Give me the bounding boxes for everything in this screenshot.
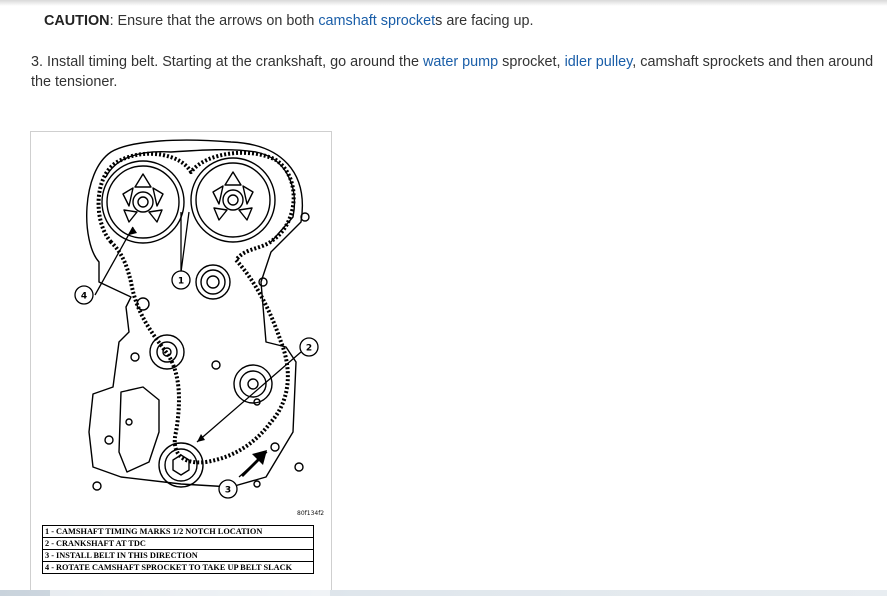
step-3-paragraph bbox=[31, 52, 881, 92]
callout-4: 4 bbox=[80, 291, 88, 302]
legend-item-4: 4 - ROTATE CAMSHAFT SPROCKET TO TAKE UP BELT SLACK bbox=[43, 562, 314, 574]
camshaft-sprocket-link[interactable]: camshaft sprocket bbox=[318, 13, 436, 29]
legend-row bbox=[43, 562, 314, 574]
callout-1: 1 bbox=[177, 276, 185, 287]
legend-row bbox=[43, 550, 314, 562]
step-text-2: sprocket, bbox=[498, 54, 565, 70]
callout-3: 3 bbox=[224, 485, 232, 496]
caution-paragraph bbox=[44, 11, 874, 31]
step-number: 3. bbox=[31, 54, 44, 70]
step-text-3: , camshaft sprockets and then around the tensioner. bbox=[31, 54, 874, 90]
caution-label: CAUTION bbox=[44, 13, 110, 29]
bottom-scroll-bar bbox=[0, 590, 887, 596]
legend-row bbox=[43, 526, 314, 538]
right-camshaft-sprocket bbox=[191, 158, 275, 242]
legend-item-2: 2 - CRANKSHAFT AT TDC bbox=[43, 538, 314, 550]
belt-tensioner bbox=[150, 335, 184, 369]
legend-item-3: 3 - INSTALL BELT IN THIS DIRECTION bbox=[43, 550, 314, 562]
caution-text-2: s are facing up. bbox=[435, 13, 534, 29]
step-text-1: Install timing belt. Starting at the crankshaft, go around the bbox=[43, 54, 423, 70]
engine-timing-diagram bbox=[31, 132, 333, 524]
top-shadow bbox=[0, 0, 887, 6]
figure-legend bbox=[42, 525, 314, 574]
belt-direction-arrow bbox=[241, 450, 267, 477]
caution-text-1: : Ensure that the arrows on both bbox=[109, 13, 319, 29]
callout-2: 2 bbox=[305, 343, 313, 354]
idler-pulley-link[interactable]: idler pulley bbox=[564, 54, 633, 70]
legend-row bbox=[43, 538, 314, 550]
water-pump-link[interactable]: water pump bbox=[422, 54, 499, 70]
figure-id: 80f134f2 bbox=[297, 510, 325, 517]
timing-belt-figure bbox=[30, 131, 332, 596]
legend-item-1: 1 - CAMSHAFT TIMING MARKS 1/2 NOTCH LOCATION bbox=[43, 526, 314, 538]
